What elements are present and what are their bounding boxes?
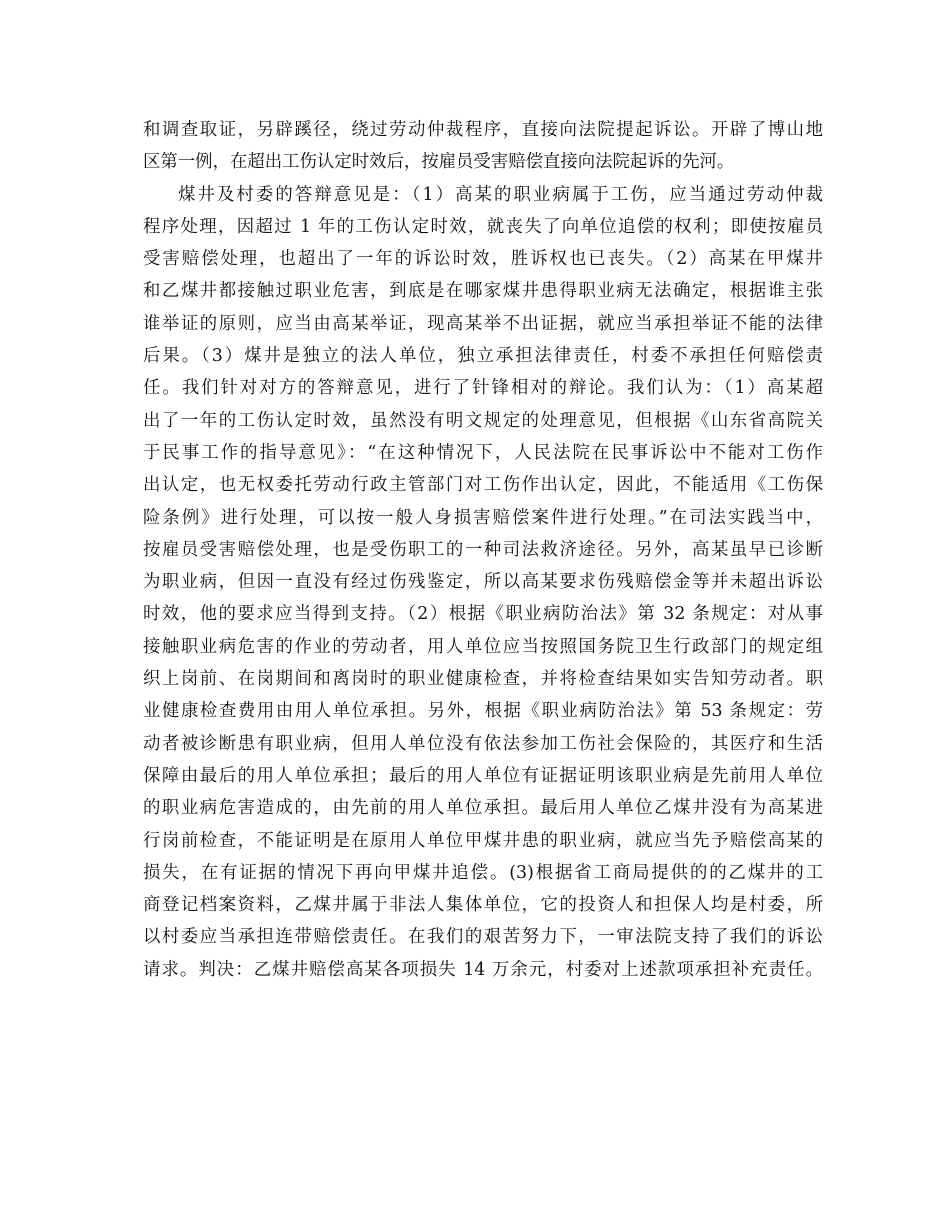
text-line: 接触职业病危害的作业的劳动者，用人单位应当按照国务院卫生行政部门的规定组 [143, 636, 823, 657]
text-line: 商登记档案资料，乙煤井属于非法人集体单位，它的投资人和担保人均是村委，所 [143, 895, 823, 916]
text-line: 谁举证的原则，应当由高某举证，现高某举不出证据，就应当承担举证不能的法律 [143, 313, 823, 334]
text-line: 业健康检查费用由用人单位承担。另外，根据《职业病防治法》第 53 条规定：劳 [143, 701, 823, 722]
text-line: 和乙煤井都接触过职业危害，到底是在哪家煤井患得职业病无法确定，根据谁主张 [143, 281, 823, 302]
text-line: 按雇员受害赔偿处理，也是受伤职工的一种司法救济途径。另外，高某虽早已诊断 [143, 539, 823, 560]
text-line: 任。我们针对对方的答辩意见，进行了针锋相对的辩论。我们认为：（1）高某超 [143, 378, 823, 399]
paragraph [143, 114, 823, 179]
text-line: 后果。（3）煤井是独立的法人单位，独立承担法律责任，村委不承担任何赔偿责 [143, 346, 823, 367]
text-line: 请求。判决：乙煤井赔偿高某各项损失 14 万余元，村委对上述款项承担补充责任。 [143, 959, 823, 980]
text-line: 险条例》进行处理，可以按一般人身损害赔偿案件进行处理。”在司法实践当中， [143, 507, 823, 528]
text-line: 和调查取证，另辟蹊径，绕过劳动仲裁程序，直接向法院提起诉讼。开辟了博山地 [143, 120, 823, 140]
text-line: 行岗前检查，不能证明是在原用人单位甲煤井患的职业病，就应当先予赔偿高某的 [143, 830, 823, 851]
text-line: 以村委应当承担连带赔偿责任。在我们的艰苦努力下，一审法院支持了我们的诉讼 [143, 927, 823, 948]
document-page [143, 114, 823, 986]
text-line: 时效，他的要求应当得到支持。（2）根据《职业病防治法》第 32 条规定：对从事 [143, 604, 823, 625]
text-line: 保障由最后的用人单位承担；最后的用人单位有证据证明该职业病是先前用人单位 [143, 765, 823, 786]
text-line: 受害赔偿处理，也超出了一年的诉讼时效，胜诉权也已丧失。（2）高某在甲煤井 [143, 249, 823, 270]
paragraph [143, 179, 823, 986]
text-line: 区第一例，在超出工伤认定时效后，按雇员受害赔偿直接向法院起诉的先河。 [143, 152, 735, 173]
text-line: 动者被诊断患有职业病，但用人单位没有依法参加工伤社会保险的，其医疗和生活 [143, 733, 823, 754]
text-line: 煤井及村委的答辩意见是：（1）高某的职业病属于工伤，应当通过劳动仲裁 [178, 184, 823, 205]
text-line: 为职业病，但因一直没有经过伤残鉴定，所以高某要求伤残赔偿金等并未超出诉讼 [143, 572, 823, 593]
text-line: 于民事工作的指导意见》：“在这种情况下，人民法院在民事诉讼中不能对工伤作 [143, 442, 823, 463]
text-line: 程序处理，因超过 1 年的工伤认定时效，就丧失了向单位追偿的权利；即使按雇员 [143, 216, 823, 237]
text-line: 织上岗前、在岗期间和离岗时的职业健康检查，并将检查结果如实告知劳动者。职 [143, 669, 823, 690]
text-line: 损失，在有证据的情况下再向甲煤井追偿。(3)根据省工商局提供的的乙煤井的工 [143, 862, 823, 883]
text-line: 的职业病危害造成的，由先前的用人单位承担。最后用人单位乙煤井没有为高某进 [143, 798, 823, 819]
text-line: 出认定，也无权委托劳动行政主管部门对工伤作出认定，因此，不能适用《工伤保 [143, 475, 823, 496]
text-line: 出了一年的工伤认定时效，虽然没有明文规定的处理意见，但根据《山东省高院关 [143, 410, 823, 431]
